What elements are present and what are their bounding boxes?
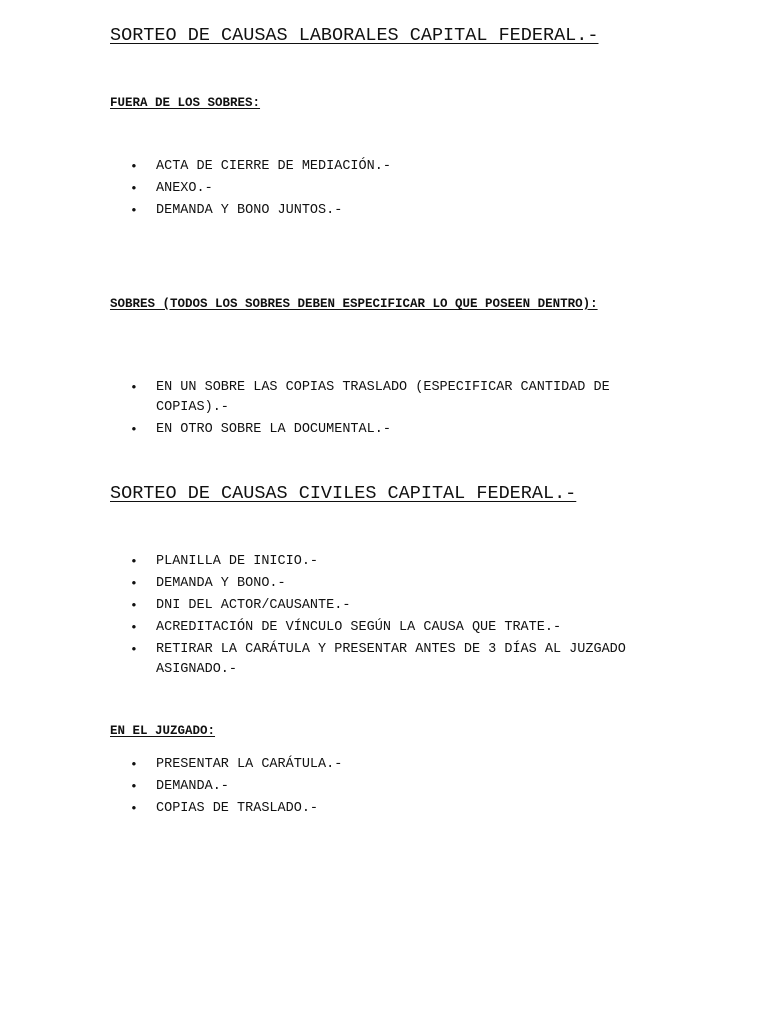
bullet-icon: •: [130, 757, 138, 772]
list-item-text: DEMANDA Y BONO.-: [156, 576, 286, 591]
list-item-text: DEMANDA.-: [156, 779, 229, 794]
list-en-el-juzgado: [0, 755, 656, 821]
list-item-text: DEMANDA Y BONO JUNTOS.-: [156, 203, 343, 218]
list-item-text: PLANILLA DE INICIO.-: [156, 554, 319, 569]
list-item: [0, 157, 656, 177]
bullet-icon: •: [130, 422, 138, 437]
list-item: [0, 799, 656, 819]
list-item: [0, 574, 656, 594]
list-item: [0, 552, 656, 572]
list-item-text: PRESENTAR LA CARÁTULA.-: [156, 757, 343, 772]
bullet-icon: •: [130, 181, 138, 196]
list-item: [0, 777, 656, 797]
bullet-icon: •: [130, 576, 138, 591]
list-item-text: RETIRAR LA CARÁTULA Y PRESENTAR ANTES DE 3 DÍAS AL JUZGADO ASIGNADO.-: [156, 642, 626, 677]
list-item-text: ANEXO.-: [156, 181, 213, 196]
subheading-sobres: SOBRES (TODOS LOS SOBRES DEBEN ESPECIFICAR LO QUE POSEEN DENTRO):: [110, 297, 598, 311]
list-item: [0, 420, 656, 440]
subheading-en-el-juzgado: EN EL JUZGADO:: [110, 724, 216, 738]
list-item-text: DNI DEL ACTOR/CAUSANTE.-: [156, 598, 351, 613]
list-item: [0, 755, 656, 775]
subheading-fuera-de-los-sobres: FUERA DE LOS SOBRES:: [110, 96, 261, 110]
bullet-icon: •: [130, 620, 138, 635]
bullet-icon: •: [130, 801, 138, 816]
bullet-icon: •: [130, 159, 138, 174]
bullet-icon: •: [130, 203, 138, 218]
list-item: [0, 378, 656, 418]
bullet-icon: •: [130, 779, 138, 794]
list-item-text: COPIAS DE TRASLADO.-: [156, 801, 319, 816]
list-item: [0, 640, 656, 680]
list-item: [0, 201, 656, 221]
list-item-text: ACTA DE CIERRE DE MEDIACIÓN.-: [156, 159, 391, 174]
list-sobres: [0, 378, 656, 442]
list-item-text: EN OTRO SOBRE LA DOCUMENTAL.-: [156, 422, 391, 437]
section-heading-civiles: SORTEO DE CAUSAS CIVILES CAPITAL FEDERAL.-: [110, 483, 577, 504]
list-item-text: ACREDITACIÓN DE VÍNCULO SEGÚN LA CAUSA QUE TRATE.-: [156, 620, 562, 635]
bullet-icon: •: [130, 380, 138, 395]
list-item: [0, 596, 656, 616]
list-fuera-de-los-sobres: [0, 157, 656, 223]
section-heading-laborales: SORTEO DE CAUSAS LABORALES CAPITAL FEDERAL.-: [110, 25, 599, 46]
bullet-icon: •: [130, 642, 138, 657]
bullet-icon: •: [130, 598, 138, 613]
list-item: [0, 179, 656, 199]
list-item: [0, 618, 656, 638]
list-item-text: EN UN SOBRE LAS COPIAS TRASLADO (ESPECIFICAR CANTIDAD DE COPIAS).-: [156, 380, 610, 415]
list-civiles: [0, 552, 656, 682]
bullet-icon: •: [130, 554, 138, 569]
